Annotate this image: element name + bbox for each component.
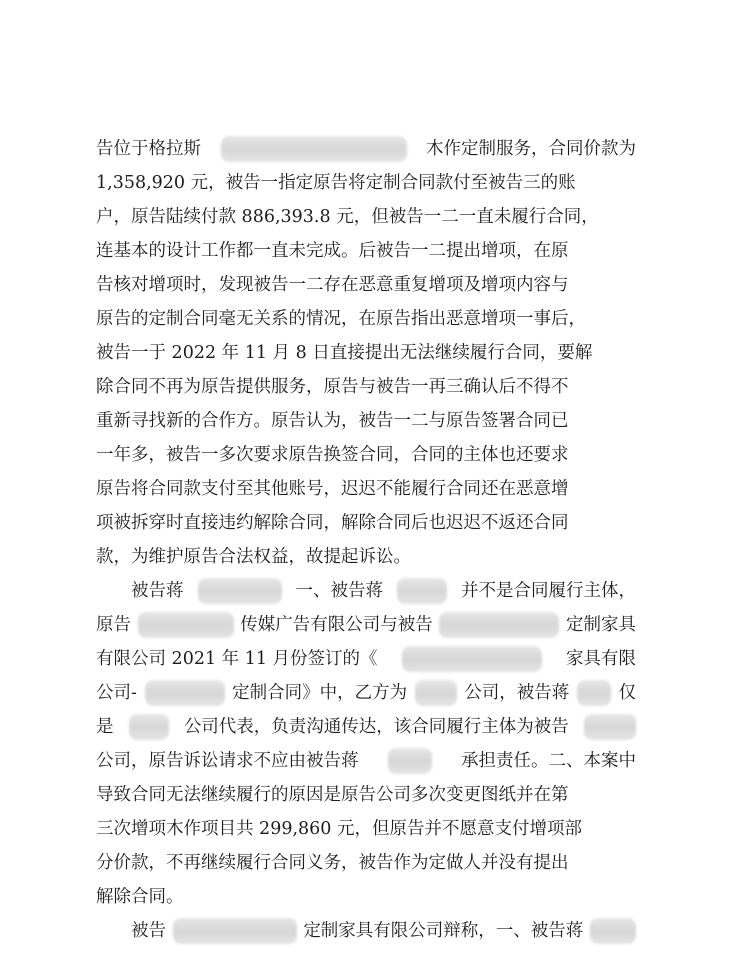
text-line — [96, 336, 636, 370]
text-segment: 公司代表，负责沟通传达，该合同履行主体为被告 — [183, 717, 569, 737]
text-segment: 重新寻找新的合作方。原告认为，被告一二与原告签署合同已 — [96, 411, 569, 431]
text-segment: 定制家具 — [566, 615, 636, 635]
text-line — [96, 642, 636, 676]
text-line — [96, 268, 636, 302]
text-line — [96, 914, 636, 948]
text-segment: 导致合同无法继续履行的原因是原告公司多次变更图纸并在第 — [96, 785, 569, 805]
text-segment: 公司，被告蒋 — [464, 683, 570, 703]
text-line — [96, 166, 636, 200]
text-segment: 1,358,920 元，被告一指定原告将定制合同款付至被告三的账 — [96, 173, 576, 193]
text-segment: 定制合同》中，乙方为 — [232, 683, 408, 703]
text-segment: 一、被告蒋 — [295, 581, 383, 601]
text-line — [96, 846, 636, 880]
text-line — [96, 812, 636, 846]
redacted-block — [138, 612, 234, 638]
text-segment: 三次增项木作项目共 299,860 元，但原告并不愿意支付增项部 — [96, 819, 582, 839]
text-segment: 连基本的设计工作都一直未完成。后被告一二提出增项，在原 — [96, 241, 569, 261]
redacted-block — [415, 680, 457, 706]
text-segment: 木作定制服务，合同价款为 — [426, 139, 636, 159]
text-segment: 是 — [96, 717, 114, 737]
text-line — [96, 778, 636, 812]
redacted-block — [129, 714, 169, 740]
text-segment: 分价款，不再继续履行合同义务，被告作为定做人并没有提出 — [96, 853, 569, 873]
text-segment: 户，原告陆续付款 886,393.8 元，但被告一二一直未履行合同， — [96, 207, 599, 227]
text-line — [96, 438, 636, 472]
text-segment: 有限公司 2021 年 11 月份签订的《 — [96, 649, 378, 669]
text-line — [96, 472, 636, 506]
text-line — [96, 608, 636, 642]
text-segment: 原告 — [96, 615, 131, 635]
text-segment: 被告 — [96, 921, 166, 941]
text-segment: 定制家具有限公司辩称，一、被告蒋 — [303, 921, 584, 941]
text-line — [96, 710, 636, 744]
text-line — [96, 506, 636, 540]
text-line — [96, 302, 636, 336]
text-segment: 承担责任。二、本案中 — [461, 751, 636, 771]
text-line — [96, 234, 636, 268]
text-line — [96, 676, 636, 710]
redacted-block — [397, 578, 447, 604]
redacted-block — [173, 918, 297, 944]
text-segment: 除合同不再为原告提供服务，原告与被告一再三确认后不得不 — [96, 377, 569, 397]
text-line — [96, 744, 636, 778]
text-segment: 家具有限 — [566, 649, 636, 669]
text-line — [96, 540, 636, 574]
text-segment: 被告一于 2022 年 11 月 8 日直接提出无法继续履行合同，要解 — [96, 343, 593, 363]
text-line — [96, 574, 636, 608]
text-line — [96, 880, 636, 914]
text-segment: 告核对增项时，发现被告一二存在恶意重复增项及增项内容与 — [96, 275, 569, 295]
redacted-block — [584, 714, 636, 740]
text-segment: 解除合同。 — [96, 887, 184, 907]
redacted-block — [590, 918, 636, 944]
text-line — [96, 132, 636, 166]
redacted-block — [221, 136, 407, 162]
redacted-block — [439, 612, 559, 638]
redacted-block — [402, 646, 542, 672]
text-segment: 一年多，被告一多次要求原告换签合同，合同的主体也还要求 — [96, 445, 569, 465]
text-line — [96, 404, 636, 438]
text-segment: 仅 — [618, 683, 636, 703]
text-segment: 公司，原告诉讼请求不应由被告蒋 — [96, 751, 359, 771]
redacted-block — [198, 578, 282, 604]
redacted-block — [577, 680, 611, 706]
text-segment: 被告蒋 — [96, 581, 184, 601]
text-segment: 传媒广告有限公司与被告 — [240, 615, 433, 635]
text-segment: 项被拆穿时直接违约解除合同，解除合同后也迟迟不返还合同 — [96, 513, 569, 533]
text-segment: 款，为维护原告合法权益，故提起诉讼。 — [96, 547, 411, 567]
text-segment: 原告将合同款支付至其他账号，迟迟不能履行合同还在恶意增 — [96, 479, 569, 499]
text-segment: 并不是合同履行主体， — [461, 581, 636, 601]
text-line — [96, 200, 636, 234]
text-segment: 原告的定制合同毫无关系的情况，在原告指出恶意增项一事后， — [96, 309, 586, 329]
redacted-block — [388, 748, 432, 774]
text-line — [96, 370, 636, 404]
text-segment: 公司- — [96, 683, 137, 703]
text-segment: 告位于格拉斯 — [96, 139, 201, 159]
redacted-block — [145, 680, 225, 706]
